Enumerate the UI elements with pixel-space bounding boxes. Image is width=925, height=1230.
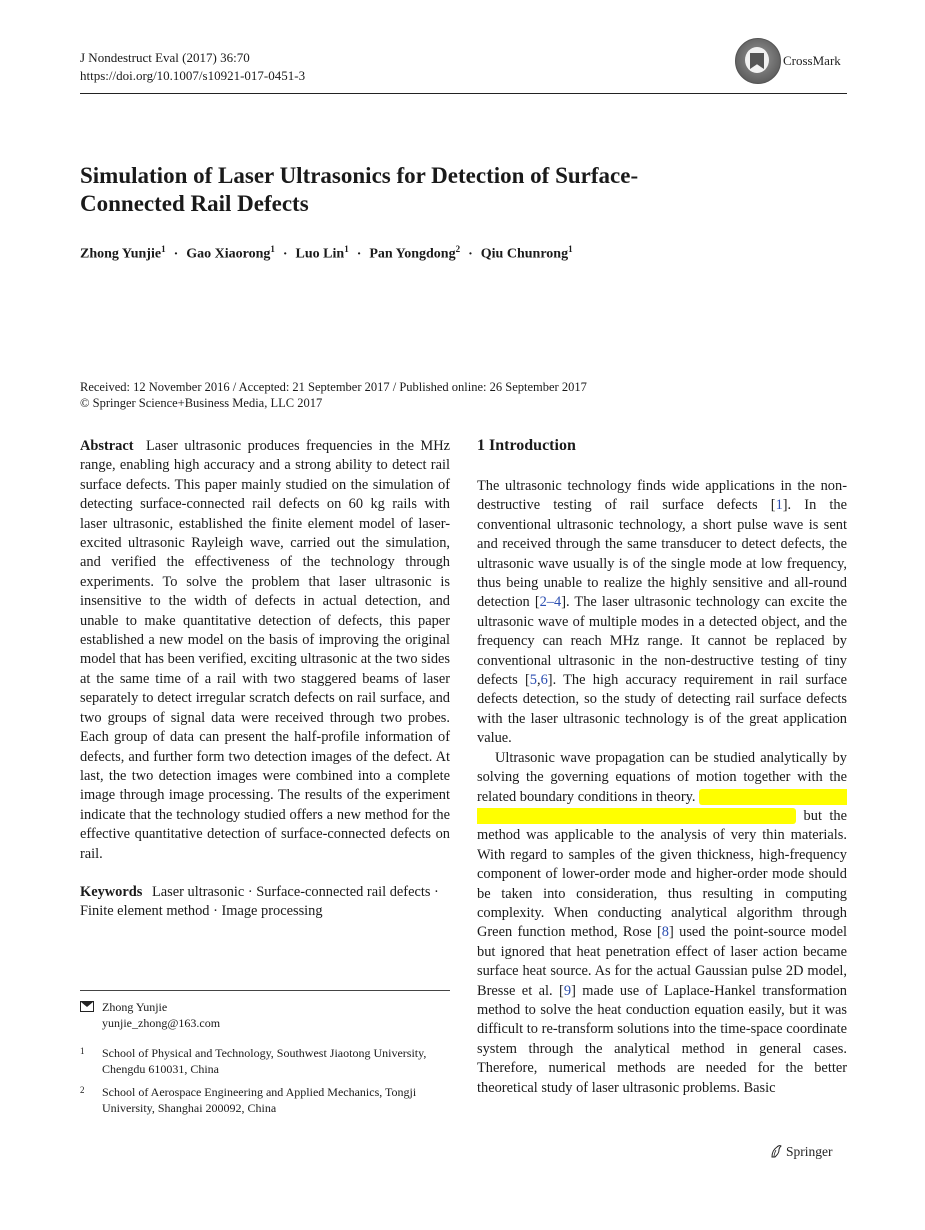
journal-citation: J Nondestruct Eval (2017) 36:70: [80, 50, 250, 65]
envelope-icon: [80, 1001, 94, 1012]
author-affiliation-mark: 1: [568, 244, 573, 254]
doi-link[interactable]: https://doi.org/10.1007/s10921-017-0451-3: [80, 68, 306, 83]
author-affiliation-mark: 1: [161, 244, 166, 254]
springer-horse-icon: [770, 1144, 782, 1158]
text-run: ] made use of Laplace-Hankel transformation method to solve the heat conduction equation easily, but it was difficult to re-transform solutions into the time-space coordinate system through the analytical method in general cases. Therefore, numerical methods are needed for the better theoretical study of laser ultrasonic problems. Basic: [477, 982, 847, 1096]
affiliation-text: School of Aerospace Engineering and Applied Mechanics, Tongji University, Shanghai 200092, China: [102, 1085, 417, 1115]
author-name: Gao Xiaorong: [186, 246, 271, 262]
affiliation: [80, 1045, 450, 1077]
publisher-logo: [770, 1144, 833, 1160]
author-name: Zhong Yunjie: [80, 246, 162, 262]
author-name: Pan Yongdong: [369, 246, 456, 262]
paragraph: [477, 749, 847, 1098]
citation-link[interactable]: 5: [529, 672, 537, 689]
text-run: The ultrasonic technology finds wide applications in the non-destructive testing of rail surface defects [: [477, 478, 847, 514]
text-run: ,: [536, 672, 541, 689]
publisher-name: Springer: [786, 1144, 833, 1159]
crossmark-label: CrossMark: [783, 53, 841, 68]
citation-link[interactable]: 6: [540, 672, 548, 689]
affiliation-number: 1: [80, 1046, 85, 1056]
author-name: Qiu Chunrong: [480, 246, 569, 262]
corresponding-author-name: Zhong Yunjie: [102, 1000, 168, 1014]
author-affiliation-mark: 1: [270, 244, 275, 254]
header-divider: [80, 93, 847, 94]
paper-title: Simulation of Laser Ultrasonics for Detection of Surface-Connected Rail Defects: [80, 163, 639, 216]
citation-link[interactable]: 8: [661, 924, 669, 941]
citation-link[interactable]: 9: [563, 982, 572, 999]
text-run: ]. The laser ultrasonic technology can excite the ultrasonic wave of multiple modes in a detected object, and the frequency can reach MHz range. It cannot be replaced by conventional ultrasonic in the non-destructive testing of tiny defects [: [477, 594, 847, 689]
keywords-label: Keywords: [80, 884, 143, 900]
footnote-divider: [80, 990, 450, 991]
text-run: ] used the point-source model but ignored that heat penetration effect of laser action became surface heat source. As for the actual Gaussian pulse 2D model, Bresse et al. [: [477, 924, 847, 999]
author-affiliation-mark: 1: [344, 244, 349, 254]
copyright-notice: © Springer Science+Business Media, LLC 2017: [80, 396, 323, 410]
citation-link[interactable]: 2–4: [539, 594, 562, 611]
abstract-section: [80, 437, 450, 864]
author-list: Zhong Yunjie$^1$ · Gao Xiaorong$^1$ · Luo Lin$^1$ · Pan Yongdong$^2$ · Qiu Chunrong$^1$: [80, 244, 573, 262]
affiliation: [80, 1084, 450, 1116]
crossmark-badge[interactable]: [735, 38, 850, 84]
text-run: ]. The high accuracy requirement in rail surface defects detection, so the study of detecting rail surface defects with the laser ultrasonic technology is of the great application value.: [477, 672, 847, 747]
citation-link[interactable]: 1: [775, 497, 783, 514]
abstract-label: Abstract: [80, 438, 134, 454]
text-run: ]. In the conventional ultrasonic technology, a short pulse wave is sent and received through the same transducer to detect defects, the ultrasonic wave usually is of the single mode at low frequency, thus being unable to realize the highly sensitive and all-round detection [: [477, 497, 847, 611]
text-run: Ultrasonic wave propagation can be studied analytically by solving the governing equations of motion together with the related boundary conditions in theory.: [477, 749, 847, 805]
keywords-text: Laser ultrasonic · Surface-connected rail defects · Finite element method · Image processing: [80, 884, 439, 920]
paragraph: [477, 477, 847, 749]
section-heading: 1 Introduction: [477, 437, 576, 454]
abstract-text: Laser ultrasonic produces frequencies in the MHz range, enabling high accuracy and a strong ability to detect rail surface defects. This paper mainly studied on the simulation of detecting surface-connected rail defects on 60 kg rails with laser ultrasonic, established the finite element model of laser-excited ultrasonic Rayleigh wave, carried out the simulation, and verified the effectiveness of the technology through experiments. To solve the problem that laser ultrasonic is insensitive to the width of defects in actual detection, and unable to make quantitative detection of defects, this paper established a new model on the basis of improving the original model that has been verified, exciting ultrasonic at the two sides at the same time of a rail with two staggered beams of laser separately to detect irregular scratch defects on rail surface, and two groups of signal data were received through two probes. Each group of data can present the half-profile information of defects, and further form two detection images of the defect. At last, the two detection images were combined into a complete image through image processing. The results of the experiment indicate that the technology studied offers a new method for the effective quantitative detection of surface-connected defects on rail.: [80, 438, 450, 862]
affiliation-number: 2: [80, 1085, 85, 1095]
highlighted-text: Some analytical solutions were obtained using the plane-stress approximation,: [477, 788, 847, 824]
keywords-section: [80, 883, 450, 922]
corresponding-author: [80, 999, 220, 1031]
introduction-text: [477, 477, 847, 1098]
corresponding-author-email[interactable]: yunjie_zhong@163.com: [102, 1016, 221, 1030]
text-run: but the method was applicable to the analysis of very thin materials. With regard to samples of the given thickness, high-frequency component of lower-order mode and higher-order mode should be taken into consideration, thus resulting in computing complexity. When conducting analytical algorithm through Green function method, Rose [: [477, 807, 847, 941]
publication-dates: Received: 12 November 2016 / Accepted: 21 September 2017 / Published online: 26 September 2017: [80, 380, 587, 394]
author-affiliation-mark: 2: [455, 244, 461, 254]
crossmark-icon: [735, 38, 781, 84]
affiliation-text: School of Physical and Technology, Southwest Jiaotong University, Chengdu 610031, China: [102, 1046, 427, 1076]
author-name: Luo Lin: [295, 246, 345, 262]
